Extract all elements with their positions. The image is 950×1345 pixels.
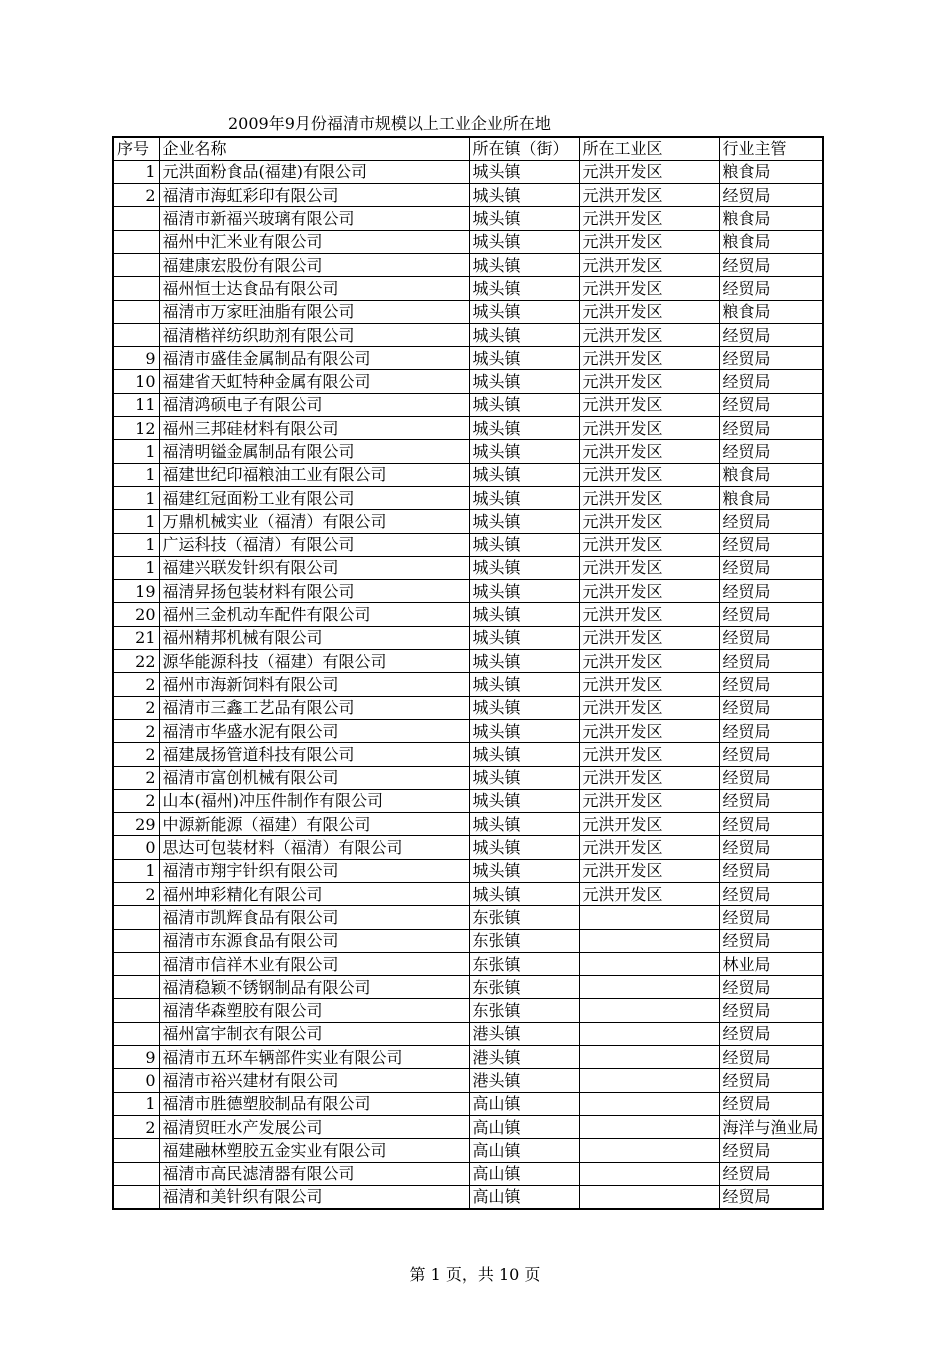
cell-town: 高山镇 <box>469 1115 579 1138</box>
table-row <box>113 300 823 323</box>
cell-name: 福建康宏股份有限公司 <box>159 253 469 276</box>
cell-zone: 元洪开发区 <box>579 510 719 533</box>
cell-no: 9 <box>113 347 159 370</box>
cell-no <box>113 230 159 253</box>
cell-dept: 经贸局 <box>719 1022 823 1045</box>
cell-zone <box>579 1046 719 1069</box>
cell-zone <box>579 976 719 999</box>
table-row <box>113 673 823 696</box>
table-row <box>113 347 823 370</box>
table-row <box>113 1092 823 1115</box>
cell-no: 12 <box>113 417 159 440</box>
table-row <box>113 650 823 673</box>
cell-name: 福清市胜德塑胶制品有限公司 <box>159 1092 469 1115</box>
cell-name: 福清鸿硕电子有限公司 <box>159 393 469 416</box>
cell-no: 1 <box>113 533 159 556</box>
cell-zone: 元洪开发区 <box>579 463 719 486</box>
cell-zone: 元洪开发区 <box>579 556 719 579</box>
cell-name: 元洪面粉食品(福建)有限公司 <box>159 160 469 183</box>
cell-town: 城头镇 <box>469 556 579 579</box>
cell-zone: 元洪开发区 <box>579 160 719 183</box>
cell-town: 城头镇 <box>469 813 579 836</box>
cell-zone: 元洪开发区 <box>579 766 719 789</box>
cell-zone: 元洪开发区 <box>579 696 719 719</box>
cell-town: 东张镇 <box>469 952 579 975</box>
table-row <box>113 696 823 719</box>
cell-no: 2 <box>113 719 159 742</box>
cell-name: 福清市翔宇针织有限公司 <box>159 859 469 882</box>
cell-no: 1 <box>113 510 159 533</box>
header-no: 序号 <box>113 137 159 160</box>
cell-zone: 元洪开发区 <box>579 347 719 370</box>
cell-name: 福清和美针织有限公司 <box>159 1185 469 1208</box>
cell-name: 福清市新福兴玻璃有限公司 <box>159 207 469 230</box>
cell-zone <box>579 1185 719 1208</box>
cell-no: 1 <box>113 1092 159 1115</box>
cell-no: 2 <box>113 184 159 207</box>
cell-no <box>113 999 159 1022</box>
header-name: 企业名称 <box>159 137 469 160</box>
cell-zone: 元洪开发区 <box>579 813 719 836</box>
cell-name: 福州恒士达食品有限公司 <box>159 277 469 300</box>
cell-dept: 粮食局 <box>719 160 823 183</box>
cell-zone: 元洪开发区 <box>579 417 719 440</box>
table-row <box>113 463 823 486</box>
cell-no: 9 <box>113 1046 159 1069</box>
cell-dept: 经贸局 <box>719 836 823 859</box>
table-row <box>113 626 823 649</box>
cell-no <box>113 1162 159 1185</box>
cell-zone: 元洪开发区 <box>579 580 719 603</box>
table-row <box>113 510 823 533</box>
cell-town: 高山镇 <box>469 1162 579 1185</box>
cell-dept: 粮食局 <box>719 230 823 253</box>
cell-town: 城头镇 <box>469 883 579 906</box>
cell-zone <box>579 1069 719 1092</box>
cell-name: 福清市凯辉食品有限公司 <box>159 906 469 929</box>
cell-no <box>113 253 159 276</box>
cell-zone: 元洪开发区 <box>579 883 719 906</box>
table-row <box>113 929 823 952</box>
cell-dept: 经贸局 <box>719 789 823 812</box>
cell-zone <box>579 952 719 975</box>
cell-no: 21 <box>113 626 159 649</box>
cell-dept: 经贸局 <box>719 440 823 463</box>
cell-zone: 元洪开发区 <box>579 370 719 393</box>
cell-zone: 元洪开发区 <box>579 626 719 649</box>
cell-zone: 元洪开发区 <box>579 836 719 859</box>
cell-no <box>113 207 159 230</box>
cell-name: 福清昇扬包装材料有限公司 <box>159 580 469 603</box>
cell-zone: 元洪开发区 <box>579 533 719 556</box>
cell-dept: 林业局 <box>719 952 823 975</box>
cell-town: 高山镇 <box>469 1092 579 1115</box>
cell-zone <box>579 1139 719 1162</box>
cell-dept: 经贸局 <box>719 370 823 393</box>
table-row <box>113 393 823 416</box>
cell-zone: 元洪开发区 <box>579 486 719 509</box>
cell-no <box>113 1185 159 1208</box>
cell-zone: 元洪开发区 <box>579 673 719 696</box>
cell-no <box>113 1139 159 1162</box>
cell-name: 福建融林塑胶五金实业有限公司 <box>159 1139 469 1162</box>
table-row <box>113 440 823 463</box>
table-row <box>113 533 823 556</box>
cell-zone <box>579 1115 719 1138</box>
cell-dept: 经贸局 <box>719 766 823 789</box>
cell-no: 2 <box>113 1115 159 1138</box>
cell-zone: 元洪开发区 <box>579 719 719 742</box>
table-row <box>113 1069 823 1092</box>
cell-dept: 经贸局 <box>719 1069 823 1092</box>
cell-no: 1 <box>113 859 159 882</box>
cell-name: 福清市海虹彩印有限公司 <box>159 184 469 207</box>
table-row <box>113 253 823 276</box>
cell-name: 福州坤彩精化有限公司 <box>159 883 469 906</box>
cell-town: 城头镇 <box>469 580 579 603</box>
cell-town: 东张镇 <box>469 929 579 952</box>
cell-name: 福清市万家旺油脂有限公司 <box>159 300 469 323</box>
table-row <box>113 952 823 975</box>
cell-zone <box>579 906 719 929</box>
cell-town: 城头镇 <box>469 743 579 766</box>
cell-dept: 海洋与渔业局 <box>719 1115 823 1138</box>
cell-dept: 经贸局 <box>719 743 823 766</box>
cell-town: 城头镇 <box>469 486 579 509</box>
cell-zone: 元洪开发区 <box>579 207 719 230</box>
table-row <box>113 766 823 789</box>
cell-zone: 元洪开发区 <box>579 789 719 812</box>
cell-no: 1 <box>113 486 159 509</box>
table-row <box>113 603 823 626</box>
cell-town: 城头镇 <box>469 277 579 300</box>
cell-dept: 经贸局 <box>719 883 823 906</box>
page-title: 2009年9月份福清市规模以上工业企业所在地 <box>228 114 551 133</box>
cell-dept: 经贸局 <box>719 1162 823 1185</box>
cell-name: 福建省天虹特种金属有限公司 <box>159 370 469 393</box>
table-row <box>113 1162 823 1185</box>
cell-no: 19 <box>113 580 159 603</box>
cell-name: 中源新能源（福建）有限公司 <box>159 813 469 836</box>
cell-dept: 经贸局 <box>719 603 823 626</box>
cell-town: 城头镇 <box>469 696 579 719</box>
cell-no: 20 <box>113 603 159 626</box>
cell-town: 城头镇 <box>469 603 579 626</box>
cell-no <box>113 906 159 929</box>
table-row <box>113 1185 823 1208</box>
cell-name: 福清市信祥木业有限公司 <box>159 952 469 975</box>
cell-name: 福清华森塑胶有限公司 <box>159 999 469 1022</box>
cell-town: 城头镇 <box>469 673 579 696</box>
cell-dept: 经贸局 <box>719 673 823 696</box>
cell-dept: 经贸局 <box>719 696 823 719</box>
cell-name: 万鼎机械实业（福清）有限公司 <box>159 510 469 533</box>
cell-dept: 经贸局 <box>719 347 823 370</box>
cell-town: 城头镇 <box>469 230 579 253</box>
table-row <box>113 999 823 1022</box>
cell-no: 1 <box>113 160 159 183</box>
cell-dept: 经贸局 <box>719 906 823 929</box>
cell-name: 思达可包装材料（福清）有限公司 <box>159 836 469 859</box>
cell-dept: 经贸局 <box>719 393 823 416</box>
cell-name: 源华能源科技（福建）有限公司 <box>159 650 469 673</box>
cell-no: 2 <box>113 743 159 766</box>
cell-zone <box>579 1162 719 1185</box>
cell-zone: 元洪开发区 <box>579 300 719 323</box>
cell-zone <box>579 999 719 1022</box>
cell-name: 福建晟扬管道科技有限公司 <box>159 743 469 766</box>
cell-dept: 经贸局 <box>719 253 823 276</box>
cell-town: 城头镇 <box>469 766 579 789</box>
cell-no <box>113 1022 159 1045</box>
cell-no: 10 <box>113 370 159 393</box>
table-row <box>113 1139 823 1162</box>
cell-name: 福清明镒金属制品有限公司 <box>159 440 469 463</box>
table-row <box>113 277 823 300</box>
cell-dept: 经贸局 <box>719 650 823 673</box>
cell-dept: 经贸局 <box>719 859 823 882</box>
cell-name: 福清市华盛水泥有限公司 <box>159 719 469 742</box>
cell-town: 城头镇 <box>469 836 579 859</box>
table-row <box>113 976 823 999</box>
cell-town: 东张镇 <box>469 999 579 1022</box>
cell-town: 城头镇 <box>469 463 579 486</box>
cell-name: 福州精邦机械有限公司 <box>159 626 469 649</box>
cell-zone <box>579 929 719 952</box>
cell-town: 城头镇 <box>469 719 579 742</box>
cell-town: 城头镇 <box>469 510 579 533</box>
table-row <box>113 207 823 230</box>
cell-dept: 经贸局 <box>719 929 823 952</box>
cell-zone: 元洪开发区 <box>579 859 719 882</box>
cell-no: 2 <box>113 766 159 789</box>
cell-no: 2 <box>113 673 159 696</box>
cell-dept: 经贸局 <box>719 184 823 207</box>
cell-name: 广运科技（福清）有限公司 <box>159 533 469 556</box>
cell-dept: 经贸局 <box>719 417 823 440</box>
cell-dept: 经贸局 <box>719 999 823 1022</box>
table-row <box>113 1022 823 1045</box>
table-row <box>113 556 823 579</box>
table-row <box>113 184 823 207</box>
table-row <box>113 1046 823 1069</box>
cell-name: 福州富宇制衣有限公司 <box>159 1022 469 1045</box>
cell-zone <box>579 1092 719 1115</box>
table-row <box>113 1115 823 1138</box>
cell-name: 福清市三鑫工艺品有限公司 <box>159 696 469 719</box>
cell-zone: 元洪开发区 <box>579 743 719 766</box>
cell-no <box>113 277 159 300</box>
cell-town: 城头镇 <box>469 300 579 323</box>
cell-town: 城头镇 <box>469 650 579 673</box>
cell-dept: 经贸局 <box>719 626 823 649</box>
cell-no: 0 <box>113 1069 159 1092</box>
cell-dept: 粮食局 <box>719 463 823 486</box>
table-row <box>113 323 823 346</box>
cell-name: 福清市裕兴建材有限公司 <box>159 1069 469 1092</box>
cell-dept: 经贸局 <box>719 556 823 579</box>
cell-dept: 经贸局 <box>719 1185 823 1208</box>
header-town: 所在镇（街） <box>469 137 579 160</box>
cell-no: 0 <box>113 836 159 859</box>
cell-dept: 经贸局 <box>719 580 823 603</box>
cell-dept: 经贸局 <box>719 1139 823 1162</box>
cell-name: 福清市高民滤清器有限公司 <box>159 1162 469 1185</box>
cell-town: 城头镇 <box>469 859 579 882</box>
cell-dept: 经贸局 <box>719 323 823 346</box>
cell-dept: 经贸局 <box>719 533 823 556</box>
cell-name: 福清市五环车辆部件实业有限公司 <box>159 1046 469 1069</box>
cell-name: 山本(福州)冲压件制作有限公司 <box>159 789 469 812</box>
cell-town: 城头镇 <box>469 440 579 463</box>
cell-dept: 经贸局 <box>719 277 823 300</box>
page-footer: 第 1 页，共 10 页 <box>409 1265 541 1284</box>
cell-town: 港头镇 <box>469 1022 579 1045</box>
cell-town: 城头镇 <box>469 417 579 440</box>
cell-no: 1 <box>113 463 159 486</box>
cell-zone: 元洪开发区 <box>579 230 719 253</box>
cell-zone: 元洪开发区 <box>579 650 719 673</box>
cell-no: 1 <box>113 556 159 579</box>
cell-name: 福建兴联发针织有限公司 <box>159 556 469 579</box>
table-row <box>113 883 823 906</box>
cell-name: 福清市盛佳金属制品有限公司 <box>159 347 469 370</box>
cell-no <box>113 300 159 323</box>
cell-town: 城头镇 <box>469 160 579 183</box>
table-row <box>113 743 823 766</box>
table-row <box>113 417 823 440</box>
cell-no <box>113 929 159 952</box>
cell-dept: 经贸局 <box>719 1092 823 1115</box>
cell-name: 福建世纪印福粮油工业有限公司 <box>159 463 469 486</box>
cell-no <box>113 952 159 975</box>
cell-dept: 经贸局 <box>719 719 823 742</box>
cell-dept: 经贸局 <box>719 1046 823 1069</box>
cell-no: 22 <box>113 650 159 673</box>
cell-dept: 经贸局 <box>719 510 823 533</box>
cell-name: 福清楷祥纺织助剂有限公司 <box>159 323 469 346</box>
cell-dept: 粮食局 <box>719 207 823 230</box>
table-row <box>113 230 823 253</box>
table-row <box>113 859 823 882</box>
cell-town: 城头镇 <box>469 533 579 556</box>
cell-town: 东张镇 <box>469 976 579 999</box>
cell-name: 福清市富创机械有限公司 <box>159 766 469 789</box>
table-row <box>113 580 823 603</box>
cell-town: 城头镇 <box>469 347 579 370</box>
cell-zone: 元洪开发区 <box>579 440 719 463</box>
cell-zone: 元洪开发区 <box>579 277 719 300</box>
table-header-row <box>113 137 823 160</box>
table-row <box>113 719 823 742</box>
cell-town: 城头镇 <box>469 789 579 812</box>
cell-name: 福州中汇米业有限公司 <box>159 230 469 253</box>
cell-name: 福州三金机动车配件有限公司 <box>159 603 469 626</box>
cell-town: 港头镇 <box>469 1046 579 1069</box>
cell-no: 1 <box>113 440 159 463</box>
table-row <box>113 906 823 929</box>
cell-name: 福清市东源食品有限公司 <box>159 929 469 952</box>
cell-zone <box>579 1022 719 1045</box>
cell-no <box>113 976 159 999</box>
cell-dept: 粮食局 <box>719 300 823 323</box>
cell-dept: 经贸局 <box>719 813 823 836</box>
cell-town: 港头镇 <box>469 1069 579 1092</box>
table-row <box>113 160 823 183</box>
cell-no: 29 <box>113 813 159 836</box>
cell-town: 城头镇 <box>469 323 579 346</box>
cell-town: 东张镇 <box>469 906 579 929</box>
cell-no: 2 <box>113 883 159 906</box>
cell-zone: 元洪开发区 <box>579 323 719 346</box>
cell-name: 福州市海新饲料有限公司 <box>159 673 469 696</box>
cell-name: 福清稳颖不锈钢制品有限公司 <box>159 976 469 999</box>
table-row <box>113 813 823 836</box>
cell-town: 城头镇 <box>469 370 579 393</box>
cell-no: 2 <box>113 789 159 812</box>
enterprise-table <box>112 136 824 1210</box>
table-row <box>113 789 823 812</box>
header-zone: 所在工业区 <box>579 137 719 160</box>
table-row <box>113 486 823 509</box>
cell-name: 福清贸旺水产发展公司 <box>159 1115 469 1138</box>
cell-town: 城头镇 <box>469 626 579 649</box>
cell-zone: 元洪开发区 <box>579 603 719 626</box>
table-row <box>113 836 823 859</box>
table-row <box>113 370 823 393</box>
cell-name: 福建红冠面粉工业有限公司 <box>159 486 469 509</box>
cell-dept: 粮食局 <box>719 486 823 509</box>
cell-town: 城头镇 <box>469 393 579 416</box>
cell-name: 福州三邦硅材料有限公司 <box>159 417 469 440</box>
cell-no: 11 <box>113 393 159 416</box>
cell-town: 城头镇 <box>469 253 579 276</box>
cell-town: 高山镇 <box>469 1139 579 1162</box>
cell-town: 高山镇 <box>469 1185 579 1208</box>
cell-zone: 元洪开发区 <box>579 393 719 416</box>
cell-zone: 元洪开发区 <box>579 184 719 207</box>
cell-no <box>113 323 159 346</box>
cell-town: 城头镇 <box>469 207 579 230</box>
cell-zone: 元洪开发区 <box>579 253 719 276</box>
cell-dept: 经贸局 <box>719 976 823 999</box>
cell-no: 2 <box>113 696 159 719</box>
header-dept: 行业主管 <box>719 137 823 160</box>
cell-town: 城头镇 <box>469 184 579 207</box>
